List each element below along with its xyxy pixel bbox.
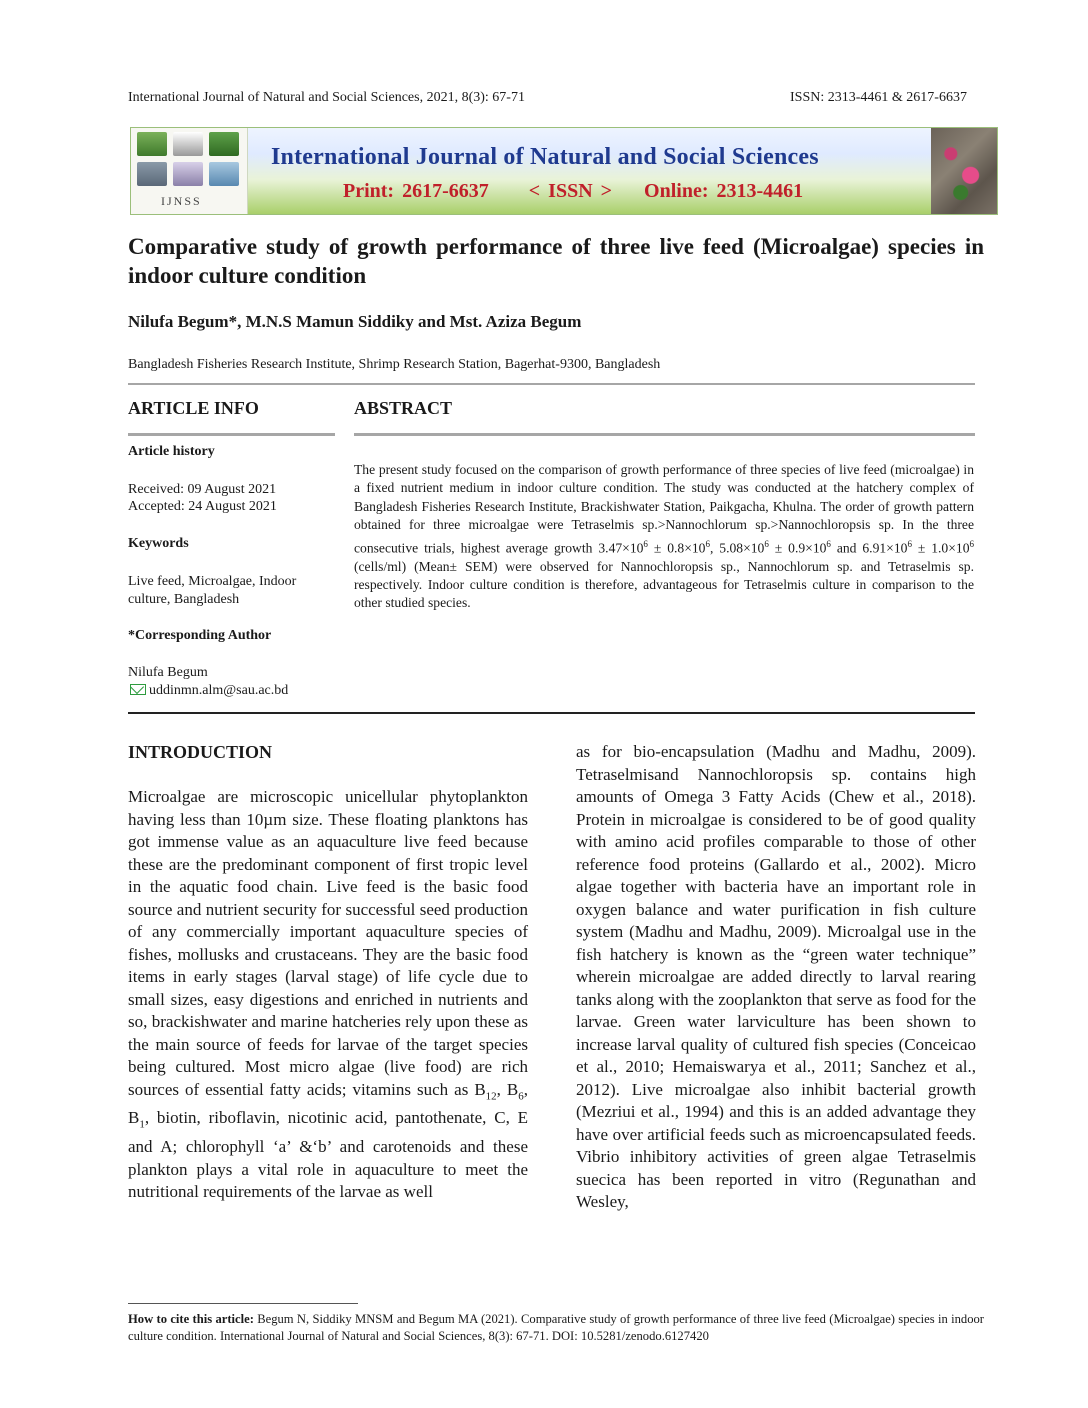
intro-column-right: as for bio-encapsulation (Madhu and Madhu, 2009). Tetraselmisand Nannochloropsis sp. contains high amounts of Omega 3 Fatty Acids (Chew et al., 2018). Protein in microalgae is considered to be of good quality with amino acid profiles comparable to those of other reference food proteins (Gallardo et al., 2002). Micro algae together with bacteria have an important role in oxygen balance and water purification in fish culture system (Madhu and Madhu, 2009). Microalgal use in the fish hatchery is known as the “green water technique” wherein microalgae are added directly to larval rearing tanks along with the zooplankton that serve as food for the larvae. Green water larviculture has been shown to increase larval quality of cultured fish species (Conceicao et al., 2010; Hemaiswarya et al., 2011; Sanchez et al., 2012). Live microalgae also inhibit bacterial growth (Mezriui et al., 1994) and this is an added advantage they have over artificial feeds such as microencapsulated feeds. Vibrio inhibitory activities of green algae Tetraselmis suecica has been reported in vitro (Regunathan and Wesley,: [576, 742, 976, 1211]
banner-online: Online: 2313-4461: [644, 180, 804, 202]
running-header-journal: International Journal of Natural and Social Sciences, 2021, 8(3): 67-71: [128, 90, 525, 105]
banner-issn-line: [343, 180, 803, 203]
footnote-rule: [128, 1303, 358, 1304]
article-title: Comparative study of growth performance of three live feed (Microalgae) species in indoor culture condition: [128, 234, 984, 288]
article-affiliation: Bangladesh Fisheries Research Institute, Shrimp Research Station, Bagerhat-9300, Bangladesh: [128, 357, 661, 372]
journal-banner: [130, 127, 998, 215]
accepted-date: Accepted: 24 August 2021: [128, 499, 277, 514]
banner-print: Print: 2617-6637: [343, 180, 489, 202]
introduction-heading: INTRODUCTION: [128, 742, 273, 762]
running-header-issn: ISSN: 2313-4461 & 2617-6637: [790, 90, 967, 105]
article-history-label: Article history: [128, 444, 215, 459]
divider: [128, 433, 335, 436]
banner-flowers-image: [931, 128, 997, 214]
received-date: Received: 09 August 2021: [128, 482, 277, 497]
abstract-text: The present study focused on the comparison of growth performance of three species of live feed (microalgae) in a fixed nutrient medium in indoor culture condition. The study was conducted at the hatchery complex of Bangladesh Fisheries Research Institute, Brackishwater Station, Paikgacha, Khulna. The order of growth pattern obtained for three microalgae were Tetraselmis sp.>Nannochlorum sp.>Nannochloropsis sp. In the three consecutive trials, highest average growth $3.47\times 10^6 \pm 0.8\times 10^6$, $5.08\times 10^6 \pm 0.9\times 10^6$ and $6.91\times 10^6 \pm 1.0\times 10^6$ (cells/ml) (Mean± SEM) were observed for Nannochloropsis sp., Nannochlorum sp. and Tetraselmis sp. respectively. Indoor culture condition is therefore, advantageous for Tetraselmis culture in comparison to the other studied species.: [354, 462, 974, 611]
email-text[interactable]: uddinmn.alm@sau.ac.bd: [149, 683, 289, 698]
article-authors: Nilufa Begum*, M.N.S Mamun Siddiky and Mst. Aziza Begum: [128, 312, 582, 331]
divider: [128, 712, 975, 714]
corresponding-author-label: *Corresponding Author: [128, 628, 272, 643]
divider: [354, 433, 975, 436]
corresponding-author-name: Nilufa Begum: [128, 665, 208, 680]
banner-issn: < ISSN >: [528, 180, 613, 202]
banner-thumbnails-image: [131, 128, 248, 214]
keywords-label: Keywords: [128, 536, 189, 551]
abstract-heading: ABSTRACT: [354, 398, 453, 418]
article-info-heading: ARTICLE INFO: [128, 398, 259, 418]
banner-abbrev: IJNSS: [161, 194, 202, 208]
keywords-list: Live feed, Microalgae, Indoor culture, Bangladesh: [128, 574, 297, 607]
divider: [128, 383, 975, 385]
intro-column-left: Microalgae are microscopic unicellular phytoplankton having less than 10µm size. These floating planktons has got immense value as an aquaculture live feed because these are the predominant component of first tropic level in the aquatic food chain. Live feed is the basic food source and nutrient security for successful seed production of any commercially important aquaculture species of fishes, mollusks and crustaceans. They are the basic food items in early stages (larval stage) of life cycle due to small sizes, easy digestions and enriched in nutrients and so, brackishwater and marine hatcheries rely upon these as the main source of feeds for larvae of the target species being cultured. Most micro algae (live food) are rich sources of essential fatty acids; vitamins such as $B_{12}$, $B_6$, $B_1$, biotin, riboflavin, nicotinic acid, pantothenate, C, E and A; chlorophyll ‘a’ &‘b’ and carotenoids and these plankton plays a vital role in aquaculture to meet the nutritional requirements of the larvae as well: [128, 787, 529, 1202]
citation-note: How to cite this article: Begum N, Siddiky MNSM and Begum MA (2021). Comparative study of growth performance of three live feed (Microalgae) species in indoor culture condition. International Journal of Natural and Social Sciences, 8(3): 67-71. DOI: 10.5281/zenodo.6127420: [128, 1312, 984, 1343]
banner-title: International Journal of Natural and Social Sciences: [271, 144, 819, 170]
mail-icon: [130, 684, 146, 695]
corresponding-email[interactable]: [130, 682, 288, 700]
